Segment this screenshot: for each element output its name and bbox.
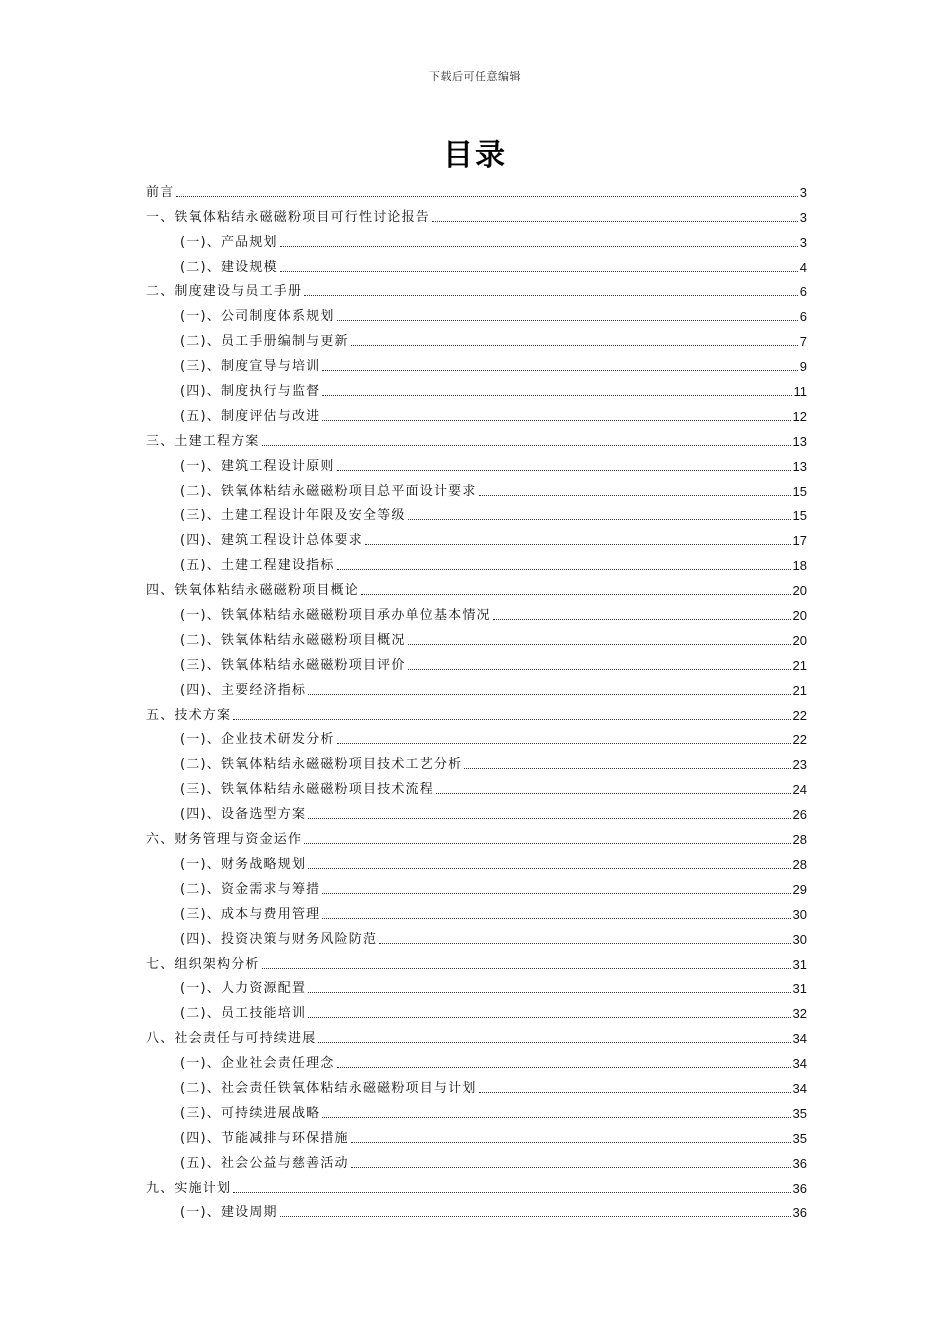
toc-dot-leader [408,669,791,670]
toc-entry-page-number: 22 [792,707,807,723]
toc-subsection-entry[interactable] [146,848,807,873]
toc-dot-leader [408,644,791,645]
toc-entry-page-number: 4 [799,259,807,275]
toc-entry-title: (四)、投资决策与财务风险防范 [180,931,378,947]
toc-dot-leader [280,271,798,272]
toc-entry-title: 七、组织架构分析 [146,956,260,972]
toc-subsection-entry[interactable] [146,798,807,823]
toc-entry-page-number: 36 [792,1155,807,1171]
toc-entry-page-number: 34 [792,1031,807,1047]
toc-section-entry[interactable] [146,425,807,450]
toc-entry-title: (四)、设备选型方案 [180,807,307,823]
toc-entry-title: 三、土建工程方案 [146,433,260,449]
toc-dot-leader [493,619,791,620]
toc-entry-page-number: 30 [792,931,807,947]
toc-entry-page-number: 32 [792,1006,807,1022]
toc-subsection-entry[interactable] [146,599,807,624]
toc-dot-leader [308,1017,790,1018]
toc-dot-leader [351,1167,791,1168]
toc-dot-leader [322,395,791,396]
toc-section-entry[interactable] [146,1022,807,1047]
toc-dot-leader [322,1117,790,1118]
toc-entry-title: 四、铁氧体粘结永磁磁粉项目概论 [146,583,360,599]
toc-title: 目录 [443,138,507,173]
toc-entry-title: (一)、产品规划 [180,234,278,250]
toc-section-entry[interactable] [146,276,807,301]
toc-entry-title: (三)、可持续进展战略 [180,1105,321,1121]
toc-dot-leader [280,246,798,247]
toc-subsection-entry[interactable] [146,873,807,898]
toc-entry-title: 八、社会责任与可持续进展 [146,1031,317,1047]
toc-entry-title: (一)、公司制度体系规划 [180,309,335,325]
toc-subsection-entry[interactable] [146,1122,807,1147]
toc-entry-page-number: 13 [792,433,807,449]
toc-entry-page-number: 35 [792,1105,807,1121]
toc-dot-leader [464,768,790,769]
toc-entry-title: 前言 [146,184,175,200]
toc-subsection-entry[interactable] [146,375,807,400]
toc-subsection-entry[interactable] [146,251,807,276]
toc-entry-page-number: 20 [792,632,807,648]
toc-entry-title: (三)、土建工程设计年限及安全等级 [180,508,406,524]
toc-entry-page-number: 3 [799,234,807,250]
toc-subsection-entry[interactable] [146,450,807,475]
toc-entry-title: (一)、企业社会责任理念 [180,1056,335,1072]
toc-entry-title: (三)、铁氧体粘结永磁磁粉项目评价 [180,657,406,673]
toc-subsection-entry[interactable] [146,624,807,649]
toc-entry-page-number: 34 [792,1056,807,1072]
toc-entry-title: (一)、企业技术研发分析 [180,732,335,748]
toc-subsection-entry[interactable] [146,724,807,749]
toc-subsection-entry[interactable] [146,898,807,923]
toc-subsection-entry[interactable] [146,226,807,251]
toc-dot-leader [233,719,790,720]
toc-dot-leader [304,843,790,844]
toc-dot-leader [408,519,791,520]
toc-entry-page-number: 3 [799,184,807,200]
toc-section-entry[interactable] [146,948,807,973]
toc-entry-page-number: 29 [792,881,807,897]
toc-entry-title: (三)、制度宣导与培训 [180,359,321,375]
toc-entry-title: (二)、社会责任铁氧体粘结永磁磁粉项目与计划 [180,1080,477,1096]
table-of-contents [146,176,807,1221]
toc-dot-leader [337,1067,791,1068]
toc-subsection-entry[interactable] [146,674,807,699]
toc-dot-leader [322,893,790,894]
toc-entry-title: (一)、财务战略规划 [180,856,307,872]
toc-dot-leader [304,295,798,296]
toc-entry-page-number: 31 [792,981,807,997]
toc-subsection-entry[interactable] [146,400,807,425]
toc-subsection-entry[interactable] [146,1072,807,1097]
toc-subsection-entry[interactable] [146,1047,807,1072]
toc-section-entry[interactable] [146,574,807,599]
toc-entry-title: (二)、铁氧体粘结永磁磁粉项目概况 [180,632,406,648]
toc-subsection-entry[interactable] [146,1147,807,1172]
toc-entry-page-number: 23 [792,757,807,773]
toc-subsection-entry[interactable] [146,350,807,375]
toc-entry-title: (一)、人力资源配置 [180,981,307,997]
toc-dot-leader [479,1092,791,1093]
toc-dot-leader [308,868,790,869]
toc-subsection-entry[interactable] [146,1197,807,1222]
toc-entry-page-number: 35 [792,1130,807,1146]
toc-entry-page-number: 36 [792,1180,807,1196]
toc-subsection-entry[interactable] [146,997,807,1022]
toc-dot-leader [322,918,790,919]
toc-entry-page-number: 34 [792,1080,807,1096]
toc-entry-page-number: 11 [793,384,807,400]
toc-entry-page-number: 15 [792,483,807,499]
toc-dot-leader [262,968,791,969]
toc-entry-page-number: 21 [792,682,807,698]
toc-entry-title: (二)、员工手册编制与更新 [180,334,349,350]
toc-dot-leader [262,445,791,446]
toc-entry-title: (二)、建设规模 [180,259,278,275]
toc-entry-page-number: 17 [792,533,807,549]
toc-subsection-entry[interactable] [146,524,807,549]
toc-entry-page-number: 36 [792,1205,807,1221]
toc-entry-title: (二)、资金需求与筹措 [180,881,321,897]
toc-entry-page-number: 13 [792,458,807,474]
toc-dot-leader [337,320,798,321]
toc-dot-leader [351,345,798,346]
toc-entry-title: (四)、建筑工程设计总体要求 [180,533,363,549]
toc-entry-title: (一)、建设周期 [180,1205,278,1221]
toc-entry-title: (二)、员工技能培训 [180,1006,307,1022]
toc-section-entry[interactable] [146,1172,807,1197]
toc-entry-page-number: 15 [792,508,807,524]
toc-dot-leader [337,569,791,570]
toc-dot-leader [322,420,790,421]
page-header-note: 下载后可任意编辑 [429,70,521,83]
toc-subsection-entry[interactable] [146,325,807,350]
toc-entry-title: (一)、铁氧体粘结永磁磁粉项目承办单位基本情况 [180,608,491,624]
toc-entry-title: 二、制度建设与员工手册 [146,284,303,300]
toc-dot-leader [308,992,790,993]
toc-entry-page-number: 31 [792,956,807,972]
toc-dot-leader [479,495,791,496]
toc-subsection-entry[interactable] [146,475,807,500]
toc-dot-leader [176,196,797,197]
toc-subsection-entry[interactable] [146,923,807,948]
toc-entry-page-number: 22 [792,732,807,748]
toc-dot-leader [436,793,791,794]
toc-entry-title: (二)、铁氧体粘结永磁磁粉项目技术工艺分析 [180,757,463,773]
toc-entry-page-number: 21 [792,657,807,673]
toc-dot-leader [308,818,790,819]
toc-entry-page-number: 26 [792,807,807,823]
toc-subsection-entry[interactable] [146,649,807,674]
toc-dot-leader [233,1192,790,1193]
toc-section-entry[interactable] [146,176,807,201]
toc-entry-title: 六、财务管理与资金运作 [146,832,303,848]
toc-dot-leader [379,943,790,944]
toc-dot-leader [318,1042,790,1043]
toc-entry-title: (一)、建筑工程设计原则 [180,458,335,474]
toc-entry-page-number: 18 [792,558,807,574]
toc-dot-leader [432,221,798,222]
toc-dot-leader [337,470,791,471]
toc-entry-title: (三)、成本与费用管理 [180,906,321,922]
toc-entry-page-number: 24 [792,782,807,798]
toc-entry-page-number: 7 [799,334,807,350]
toc-subsection-entry[interactable] [146,748,807,773]
toc-subsection-entry[interactable] [146,773,807,798]
toc-dot-leader [322,370,797,371]
toc-entry-title: (五)、社会公益与慈善活动 [180,1155,349,1171]
toc-entry-title: 九、实施计划 [146,1180,232,1196]
toc-entry-page-number: 3 [799,209,807,225]
toc-entry-page-number: 20 [792,608,807,624]
toc-entry-title: (四)、节能减排与环保措施 [180,1130,349,1146]
toc-dot-leader [361,594,791,595]
toc-entry-page-number: 20 [792,583,807,599]
toc-entry-page-number: 9 [799,359,807,375]
toc-entry-page-number: 30 [792,906,807,922]
toc-entry-page-number: 12 [792,408,807,424]
toc-entry-title: (四)、主要经济指标 [180,682,307,698]
toc-dot-leader [337,743,791,744]
toc-entry-title: (二)、铁氧体粘结永磁磁粉项目总平面设计要求 [180,483,477,499]
toc-subsection-entry[interactable] [146,1097,807,1122]
toc-section-entry[interactable] [146,823,807,848]
toc-subsection-entry[interactable] [146,300,807,325]
toc-entry-title: 一、铁氧体粘结永磁磁粉项目可行性讨论报告 [146,209,431,225]
toc-dot-leader [308,694,790,695]
toc-subsection-entry[interactable] [146,549,807,574]
toc-entry-title: (四)、制度执行与监督 [180,384,321,400]
toc-entry-page-number: 6 [799,284,807,300]
toc-entry-title: (五)、制度评估与改进 [180,408,321,424]
toc-entry-title: (三)、铁氧体粘结永磁磁粉项目技术流程 [180,782,434,798]
toc-dot-leader [365,544,791,545]
toc-section-entry[interactable] [146,699,807,724]
toc-entry-page-number: 28 [792,856,807,872]
toc-entry-title: (五)、土建工程建设指标 [180,558,335,574]
toc-entry-page-number: 6 [799,309,807,325]
toc-dot-leader [351,1142,791,1143]
toc-dot-leader [280,1216,791,1217]
toc-entry-page-number: 28 [792,832,807,848]
toc-subsection-entry[interactable] [146,500,807,525]
toc-entry-title: 五、技术方案 [146,707,232,723]
toc-section-entry[interactable] [146,201,807,226]
toc-subsection-entry[interactable] [146,973,807,998]
